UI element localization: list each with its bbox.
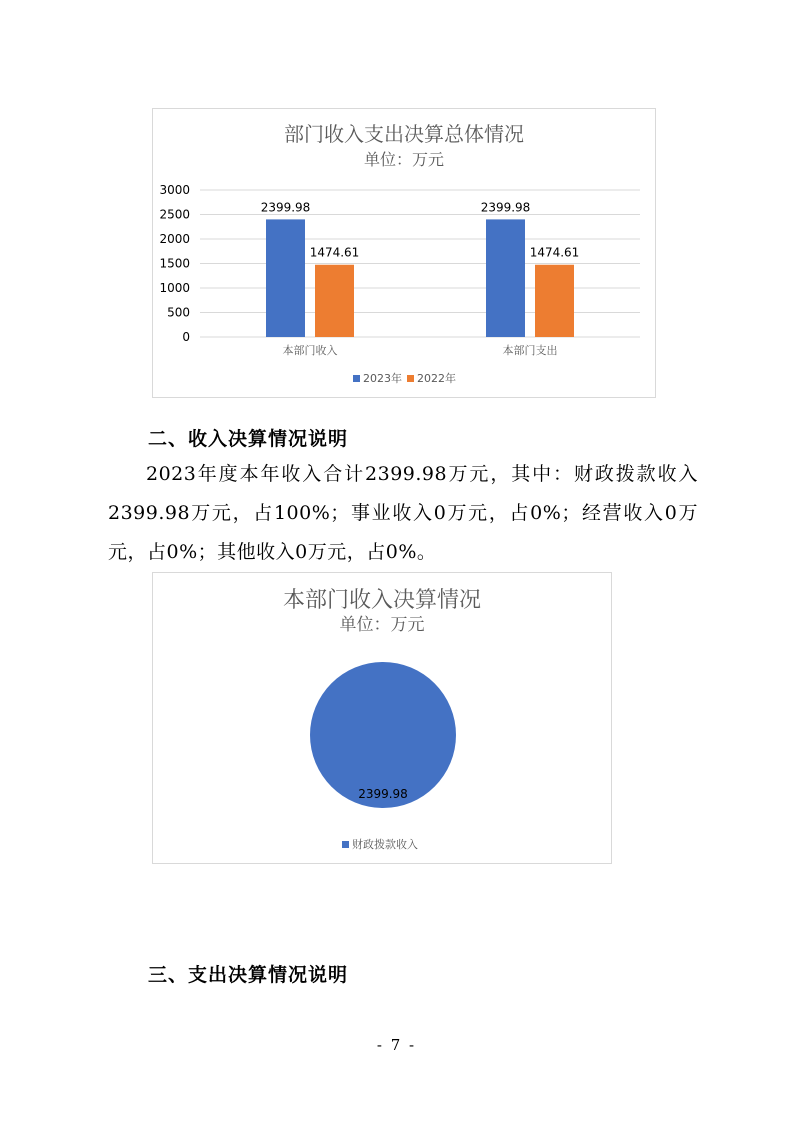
chart1-y-tick-label: 0	[182, 330, 190, 344]
chart1-legend-swatch	[353, 375, 360, 382]
chart1-data-label: 2399.98	[480, 200, 531, 215]
income-pie-chart	[152, 572, 612, 864]
chart2-subtitle: 单位：万元	[339, 615, 425, 635]
chart1-x-axis	[283, 343, 558, 357]
section3-heading: 三、支出决算情况说明	[148, 964, 349, 986]
income-expense-chart	[152, 108, 656, 398]
chart1-bar	[315, 265, 354, 337]
chart1-bar	[486, 219, 525, 337]
chart1-data-label: 1474.61	[309, 245, 360, 260]
chart1-y-tick-label: 2000	[159, 232, 190, 246]
chart1-data-label: 1474.61	[529, 245, 580, 260]
chart2-legend-label: 财政拨款收入	[352, 838, 418, 851]
chart1-title: 部门收入支出决算总体情况	[284, 122, 524, 146]
chart1-y-tick-label: 1000	[159, 281, 190, 295]
chart1-legend-label: 2023年	[363, 372, 402, 385]
chart1-bars	[261, 200, 580, 337]
income-description-paragraph: 2023年度本年收入合计2399.98万元，其中：财政拨款收入2399.98万元，占100%；事业收入0万元，占0%；经营收入0万元，占0%；其他收入0万元，占0%。	[108, 463, 698, 563]
chart1-data-label: 2399.98	[260, 200, 311, 215]
chart1-legend-swatch	[407, 375, 414, 382]
chart1-y-tick-label: 500	[167, 305, 190, 320]
chart2-title: 本部门收入决算情况	[282, 588, 482, 613]
chart2-data-label: 2399.98	[358, 787, 408, 801]
chart1-x-tick-label: 本部门收入	[282, 344, 338, 357]
chart1-y-tick-label: 1500	[159, 256, 190, 271]
chart2-legend-swatch	[342, 841, 349, 848]
income-expense-chart-svg	[153, 109, 655, 397]
page-number: - 7 -	[376, 1036, 417, 1054]
section2-heading: 二、收入决算情况说明	[148, 428, 349, 450]
chart1-y-tick-label: 2500	[159, 207, 190, 222]
chart1-y-tick-label: 3000	[159, 183, 190, 197]
chart1-bar	[535, 265, 574, 337]
chart2-legend	[342, 837, 418, 851]
chart1-legend	[353, 371, 456, 385]
chart1-x-tick-label: 本部门支出	[502, 344, 558, 357]
chart2-pie	[310, 662, 456, 808]
chart1-subtitle: 单位：万元	[363, 150, 445, 169]
chart1-y-axis	[159, 183, 190, 344]
income-pie-chart-svg	[153, 573, 611, 863]
chart1-bar	[266, 219, 305, 337]
chart1-legend-label: 2022年	[417, 372, 456, 385]
